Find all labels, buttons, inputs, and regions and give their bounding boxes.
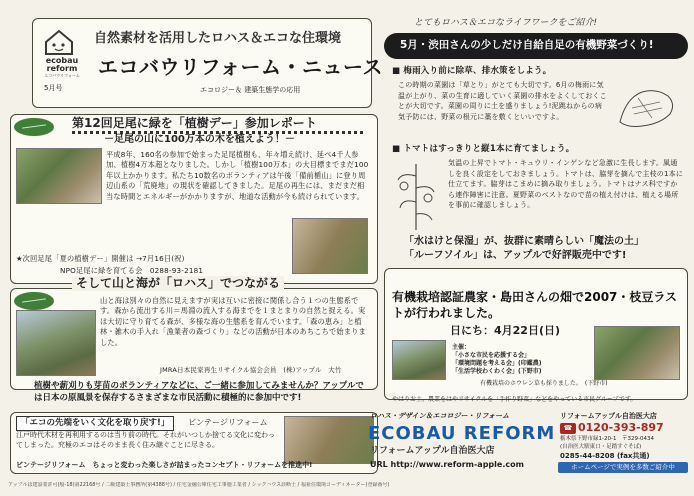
logo-sub: エコバウリフォーム (44, 73, 80, 78)
footer-left-line: ロハス・デザイン＆エコロジー・リフォーム (370, 412, 510, 420)
article2-credit: JMRA日本民家再生リサイクル協会会員 (株)アップル 大竹 (160, 366, 342, 374)
glove-sketch-icon (612, 78, 682, 134)
footer-brand: ECOBAU REFORM (368, 423, 556, 444)
farm-title: 有機栽培認証農家・島田さんの畑で2007・枝豆ラストが行われました。 (392, 290, 678, 320)
logo-text (40, 57, 84, 78)
farm-note-list: 「小さな市民を応援する会」 「環境問題を考える会」(印鑑農) 「生活学校わくわく会」(下野市) (452, 352, 542, 375)
coast-photo (16, 310, 96, 376)
farm-closing: やはりお土、農業をはやリサイクルを「手作り野菜」などをやっている市民グループです。 (392, 396, 637, 403)
old-house-photo (284, 416, 374, 464)
masthead-title: エコバウリフォーム・ニュース (98, 55, 383, 79)
footer-address2: (自治医大駅東口・足踏すぐそば) (560, 444, 642, 450)
footer-url[interactable]: URL http://www.reform-apple.com (370, 460, 524, 469)
article2-title: そして山と海が「ロハス」でつながる (72, 276, 284, 291)
farm-caption: 有機栽培のホウレン草も採りました。 (下野市) (480, 380, 608, 387)
leaf-badge-icon (14, 118, 54, 136)
article2-body: 山と海は別々の自然に見えますが実は互いに密接に関係し合う１つの生態系です。森から流出する川＝馬淵の流入する海までを１まとまりの自然と捉える。実は大切に守り育てる森が、多様な海の生態系を育んでいます。「森の恵み」と植林・雑木の手入れ「漁業者の森づくり」などの活動が日本のあちこちで始まりました。 (100, 296, 366, 347)
logo-line1: ecobau (45, 56, 79, 65)
farm-photo-1 (392, 340, 446, 380)
vintage-body: 江戸時代木材を再利用するのは当り前の時代。それがいつしか捨てる文化に変わってしまった。究極のエコはそのまま長く住み継ぐことに尽きる。 (16, 431, 275, 449)
article1-title: 第12回足尾に緑を「植樹デー」参加レポート (72, 116, 317, 130)
item2-title: ■ トマトはすっきりと縦1本に育てましょう。 (392, 144, 575, 154)
footer-shop-label: リフォームアップル自治医大店 (560, 412, 657, 420)
article1-body: 平成8年、160名の参加で始まった足尾植樹も、年々増え続け、延べ4千人参加、植樹4万本超となりました。しかし「植樹100万本」の大目標までまだ100年以上かかります。私たち10数名のボランティアは午後「備前楯山」に登り周辺山系の「荒廃地」の現状を確認してきました。足尾の再生には、まだまだ相当な時間とエネルギーがかかりますが、地道な活動が今も続けられています。 (106, 150, 369, 201)
right-banner-text: 5月・渋田さんの少しだけ自給自足の有機野菜づくり! (400, 39, 654, 51)
footer-license: アップルは建設業許可(般-18)第22168号 / 二級建築士事務所(第4388号) / 住宅金融公庫住宅工事施工業者 / シックハウス診断士 / 福祉住環境コーディネーター(登録番号) (8, 482, 390, 488)
leaf-badge-icon-2 (14, 292, 54, 310)
article1-subtitle: －足尾の山に100万本の木を植えよう！－ (104, 134, 295, 145)
vintage-tag: ビンテージリフォーム (188, 418, 268, 427)
phone-icon: ☎ (560, 423, 576, 434)
article1-contact: NPO足尾に緑を育てる会 0288-93-2181 (60, 266, 204, 275)
product-line1: 「水はけと保湿」が、抜群に素晴らしい「魔法の土」 (404, 236, 644, 247)
footer-brand-jp: リフォームアップル自治医大店 (370, 446, 495, 456)
footer-fax: 0285-44-8208 (fax共通) (560, 452, 650, 460)
farm-date: 日にち：4月22日(日) (450, 324, 561, 337)
group-photo (16, 148, 102, 204)
farm-note-title: 主催： (452, 344, 471, 351)
tomato-sketch-icon (392, 158, 440, 232)
appeal-text: 植樹や薪刈りも芽苗のボランティアなどに、ご一緒に参加してみませんか？アップルでは日本の原風景を保存するさまざまな市民活動に積極的に参加中です! (34, 381, 364, 404)
farm-photo-2 (594, 326, 680, 380)
item2-body: 気温の上昇でトマト・キュウリ・インゲンなど急激に生長します。風通しを良く設定をしておきましょう。トマトは、脇芽を摘んで主枝の1本に仕立てます。脇芽はこまめに摘み取りましょう。トマトはナス科ですから連作障害に注意。夏野菜のベストなので苗の植え付けは、植える場所を事前に確認しましょう。 (448, 159, 684, 209)
item1-title: ■ 梅雨入り前に除草、排水策をしよう。 (392, 66, 552, 76)
item1-body: この時期の菜園は「草とり」がとても大切です。6月の梅雨に気温が上がり、菜の生育に適していく菜園の排水をよくしておくことが大切です。菜園の周りに土を盛りましょう!泥跳ねからの病気予防には、野菜の根元に藁を敷くといいですよ。 (398, 81, 607, 121)
footer-tel[interactable]: 0120-393-897 (578, 421, 664, 434)
masthead-subtitle: エコロジー＆ 建築生態学の応用 (200, 86, 301, 94)
article1-event: ★次回足尾「夏の植樹デー」開催は →7月16日(祝) (16, 254, 185, 263)
vintage-footer: ビンテージリフォーム ちょっと変わった楽しさが詰まったコンセプト・リフォームを推進中! (16, 461, 313, 469)
product-line2: 「ルーフソイル」は、アップルで好評販売中です! (404, 250, 627, 261)
issue-label: 5月号 (44, 84, 63, 92)
planting-photo (292, 218, 368, 274)
footer-homepage[interactable]: ホームページで実例を多数ご紹介中 (558, 462, 688, 473)
masthead-tagline: 自然素材を活用したロハス＆エコな住環境 (94, 31, 342, 46)
footer-address: 栃木県下野市緑1-20-1 〒329-0434 (560, 436, 654, 442)
house-logo-icon (44, 28, 74, 56)
vintage-title: 「エコの先端をいく文化を取り戻す!」 (16, 416, 174, 431)
logo-line2: reform (46, 64, 78, 73)
right-header-script: とてもロハス＆エコなライフワークをご紹介! (414, 18, 598, 28)
